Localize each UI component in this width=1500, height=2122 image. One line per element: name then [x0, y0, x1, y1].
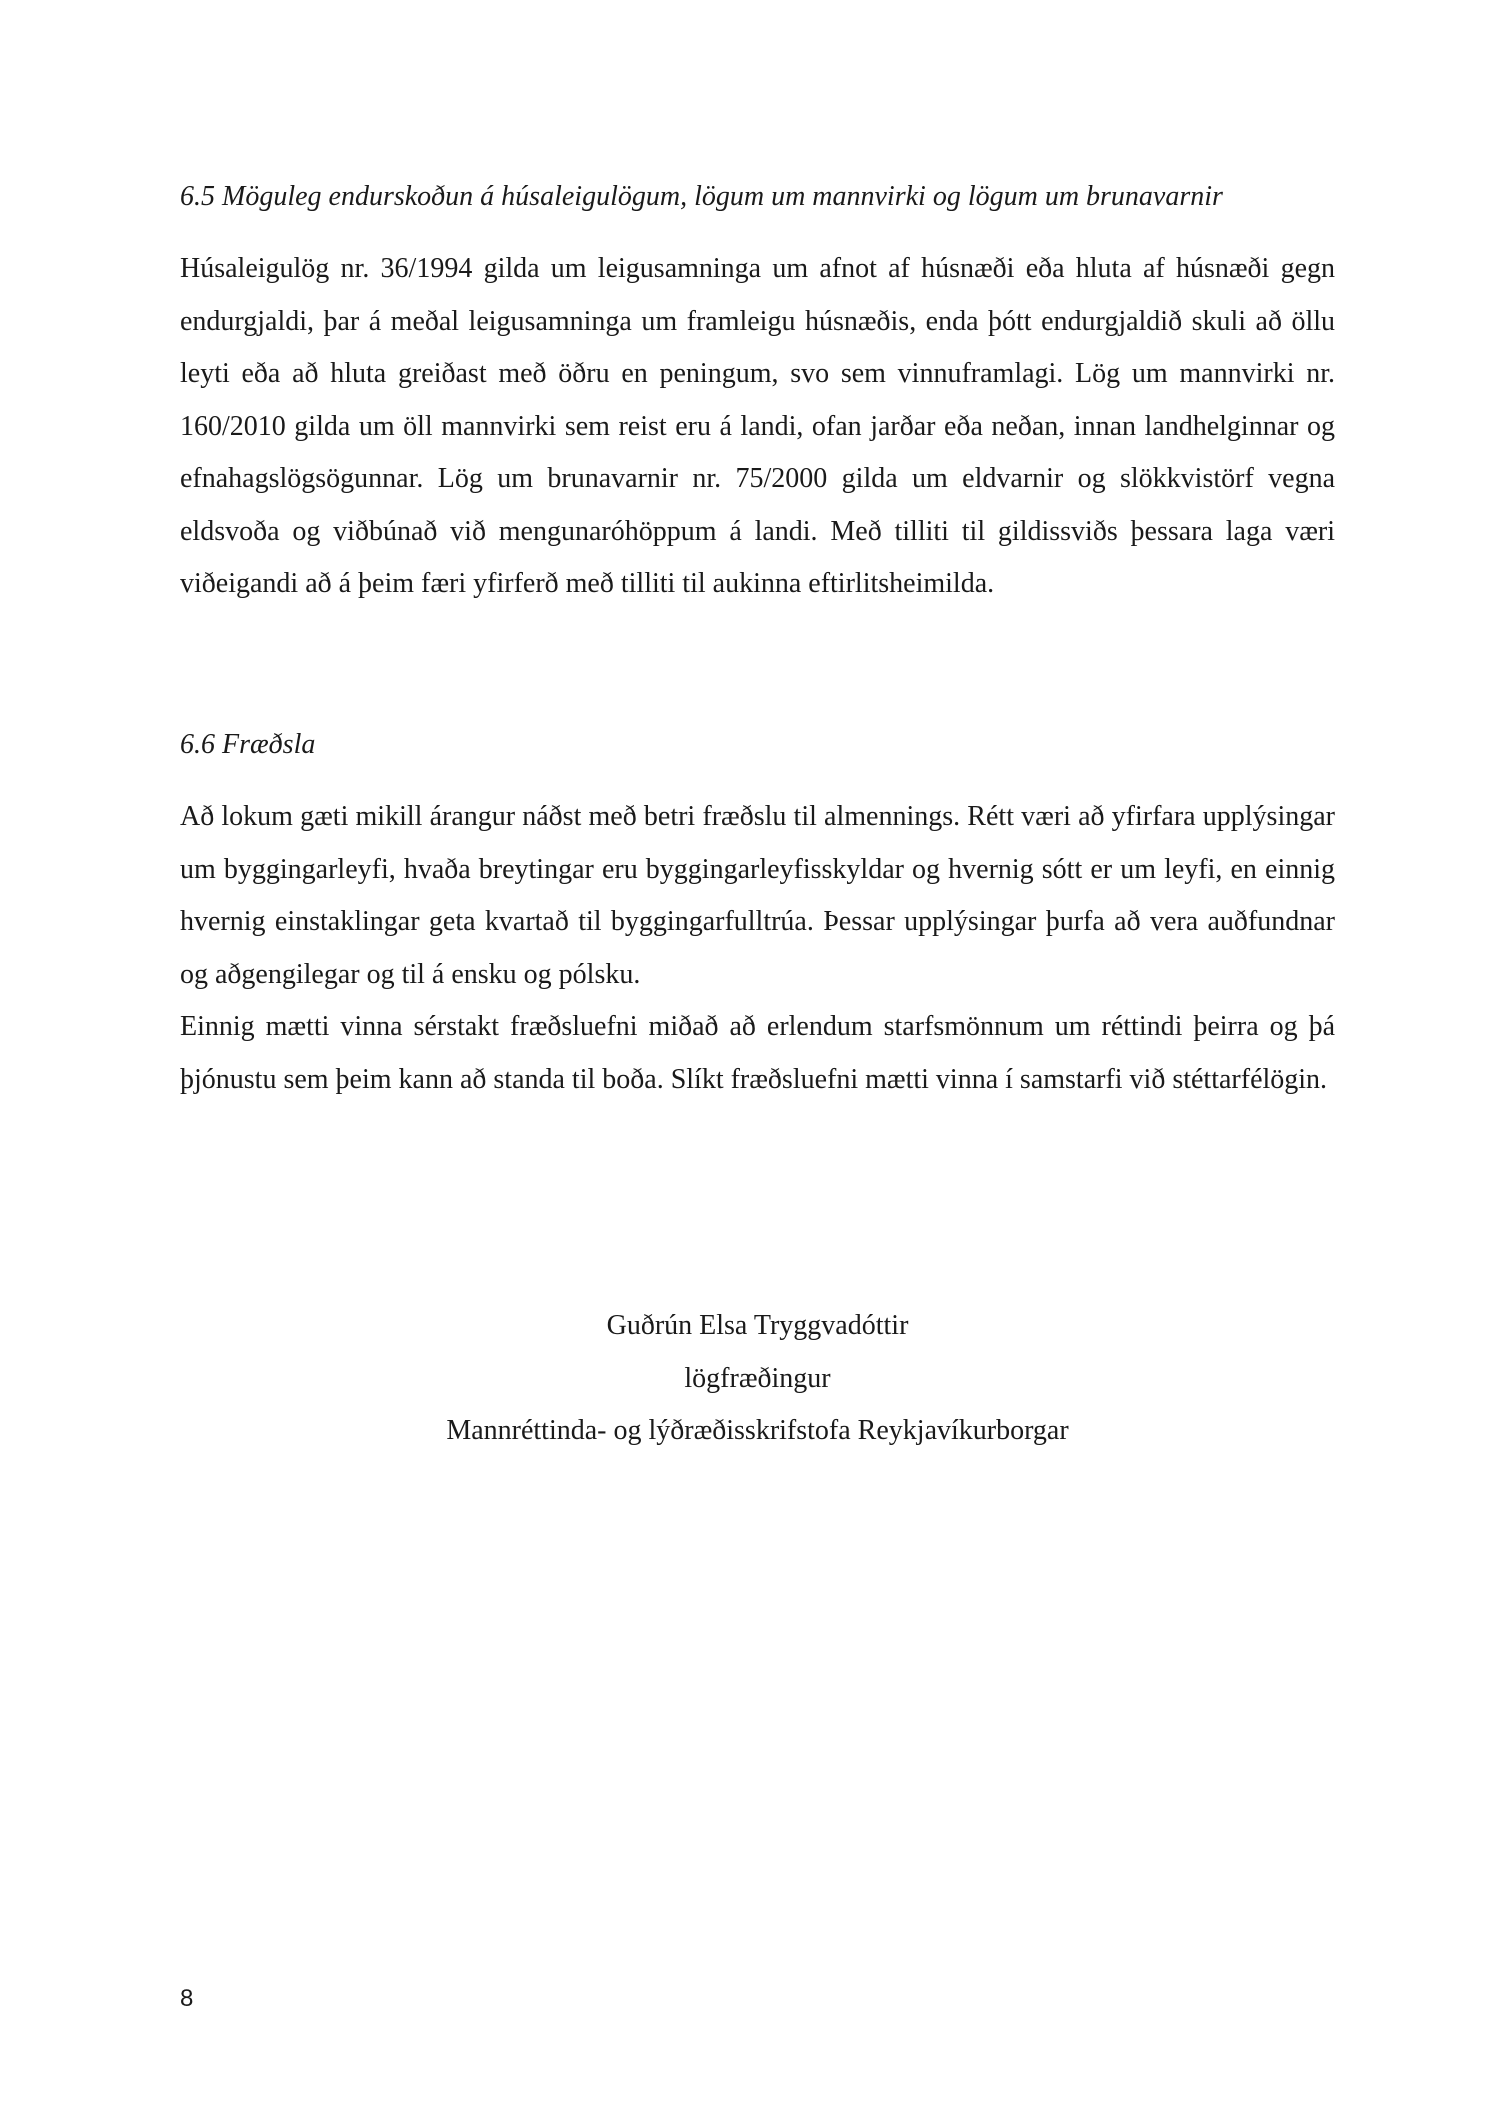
section-6-6-paragraph-2: Einnig mætti vinna sérstakt fræðsluefni miðað að erlendum starfsmönnum um réttindi þeirra og þá þjónustu sem þeim kann að standa til boða. Slíkt fræðsluefni mætti vinna í samstarfi við stéttarfélögin. [180, 1011, 1335, 1095]
page-number: 8 [180, 1985, 194, 2012]
signature-name: Guðrún Elsa Tryggvadóttir [606, 1310, 909, 1341]
section-6-6-paragraph-1: Að lokum gæti mikill árangur náðst með betri fræðslu til almennings. Rétt væri að yfirfara upplýsingar um byggingarleyfi, hvaða breytingar eru byggingarleyfisskyldar og hvernig sótt er um leyfi, en einnig hvernig einstaklingar geta kvartað til byggingarfulltrúa. Þessar upplýsingar þurfa að vera auðfundnar og aðgengilegar og til á ensku og pólsku. [180, 801, 1335, 990]
section-6-6-heading: 6.6 Fræðsla [180, 729, 316, 760]
signature-office: Mannréttinda- og lýðræðisskrifstofa Reykjavíkurborgar [446, 1415, 1069, 1446]
signature-title: lögfræðingur [684, 1362, 831, 1394]
signature-block [180, 1300, 1335, 1458]
section-6-5-heading: 6.5 Möguleg endurskoðun á húsaleigulögum, lögum um mannvirki og lögum um brunavarnir [180, 181, 1223, 212]
section-6-5-paragraph: Húsaleigulög nr. 36/1994 gilda um leigusamninga um afnot af húsnæði eða hluta af húsnæði gegn endurgjaldi, þar á meðal leigusamninga um framleigu húsnæðis, enda þótt endurgjaldið skuli að öllu leyti eða að hluta greiðast með öðru en peningum, svo sem vinnuframlagi. Lög um mannvirki nr. 160/2010 gilda um öll mannvirki sem reist eru á landi, ofan jarðar eða neðan, innan landhelginnar og efnahagslögsögunnar. Lög um brunavarnir nr. 75/2000 gilda um eldvarnir og slökkvistörf vegna eldsvoða og viðbúnað við mengunaróhöppum á landi. Með tilliti til gildissviðs þessara laga væri viðeigandi að á þeim færi yfirferð með tilliti til aukinna eftirlitsheimilda. [180, 253, 1335, 599]
